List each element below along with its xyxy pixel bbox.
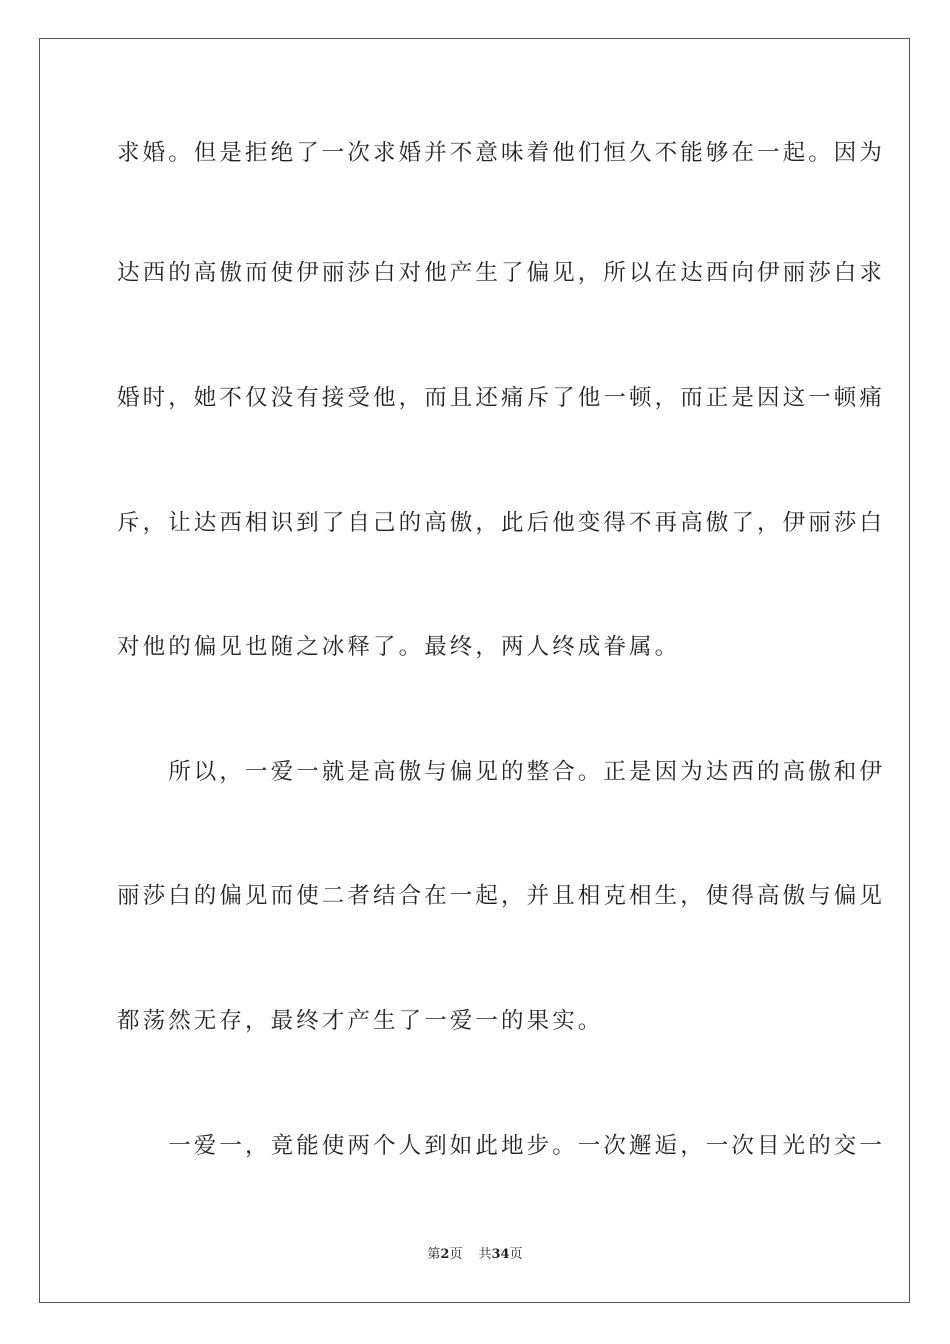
page-footer bbox=[0, 1246, 950, 1264]
total-pages-label: 共34页 bbox=[478, 1247, 523, 1262]
text-line-4: 斥，让达西相识到了自己的高傲，此后他变得不再高傲了，伊丽莎白 bbox=[117, 510, 886, 536]
text-line-6: 所以，一爱一就是高傲与偏见的整合。正是因为达西的高傲和伊 bbox=[117, 759, 886, 785]
text-line-2: 达西的高傲而使伊丽莎白对他产生了偏见，所以在达西向伊丽莎白求 bbox=[117, 260, 886, 286]
text-line-8: 都荡然无存，最终才产生了一爱一的果实。 bbox=[117, 1008, 604, 1034]
page-border bbox=[39, 38, 910, 1303]
page-number-label: 第2页 bbox=[427, 1247, 463, 1262]
text-line-9: 一爱一，竟能使两个人到如此地步。一次邂逅，一次目光的交一 bbox=[117, 1133, 886, 1159]
text-line-7: 丽莎白的偏见而使二者结合在一起，并且相克相生，使得高傲与偏见 bbox=[117, 883, 886, 909]
text-line-3: 婚时，她不仅没有接受他，而且还痛斥了他一顿，而正是因这一顿痛 bbox=[117, 385, 886, 411]
text-line-5: 对他的偏见也随之冰释了。最终，两人终成眷属。 bbox=[117, 634, 681, 660]
text-line-1: 求婚。但是拒绝了一次求婚并不意味着他们恒久不能够在一起。因为 bbox=[117, 140, 886, 166]
